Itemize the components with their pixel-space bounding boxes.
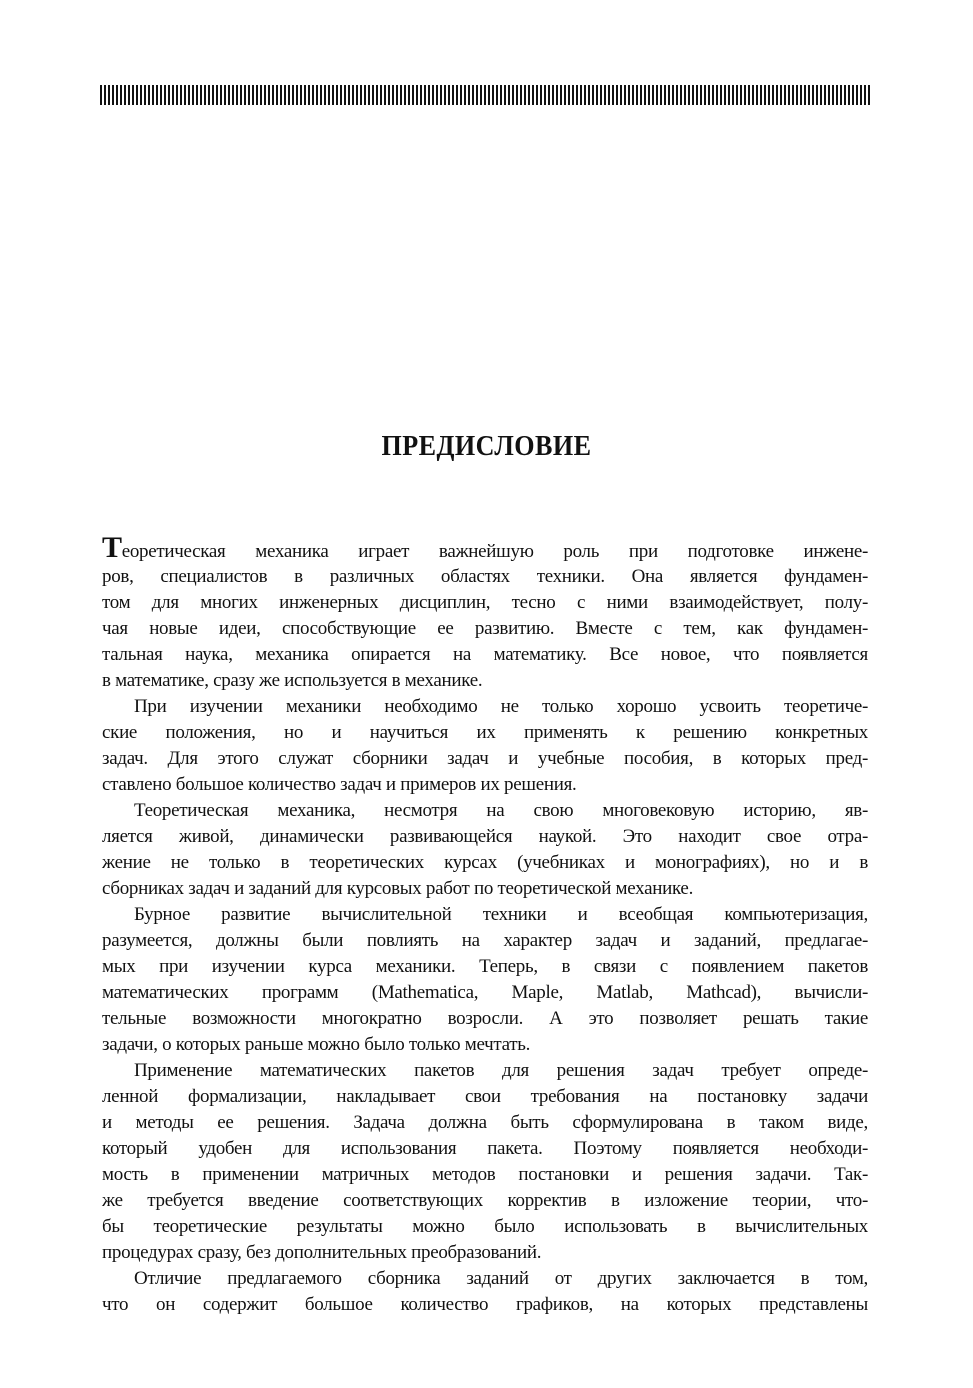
line-text: задач. Для этого служат сборники задач и учебные пособия, в которых пред- [102,748,868,769]
page-title: ПРЕДИСЛОВИЕ [381,430,592,462]
paragraph [102,694,868,798]
text-line [102,590,868,616]
drop-cap: Т [102,531,122,564]
text-line [102,1006,868,1032]
line-text: жение не только в теоретических курсах (учебниках и монографиях), но и в [102,852,868,873]
line-text: ставлено большое количество задач и примеров их решения. [102,774,577,795]
text-line [102,1292,868,1318]
line-text: ров, специалистов в различных областях техники. Она является фундамен- [102,566,868,587]
text-line [102,1110,868,1136]
text-line [102,720,868,746]
preface-body [102,531,868,1318]
text-line [102,1136,868,1162]
text-line [102,772,868,798]
text-line [102,564,868,590]
line-text: сборниках задач и заданий для курсовых работ по теоретической механике. [102,878,694,899]
paragraph [102,1058,868,1266]
text-line [102,642,868,668]
text-line [102,668,868,694]
line-text: и методы ее решения. Задача должна быть сформулирована в таком виде, [102,1112,868,1133]
text-line [102,531,868,564]
line-text: том для многих инженерных дисциплин, тесно с ними взаимодействует, полу- [102,592,868,613]
line-text: Применение математических пакетов для решения задач требует опреде- [134,1060,868,1081]
paragraph [102,1266,868,1318]
text-line [102,1058,868,1084]
line-text: тальная наука, механика опирается на математику. Все новое, что появляется [102,644,868,665]
paragraph [102,531,868,694]
text-line [102,1032,868,1058]
text-line [102,1240,868,1266]
decorative-header-rule [100,85,870,105]
text-line [102,746,868,772]
text-line [102,902,868,928]
line-text: ляется живой, динамически развивающейся наукой. Это находит свое отра- [102,826,868,847]
line-text: Теоретическая механика, несмотря на свою многовековую историю, яв- [134,800,868,821]
text-line [102,1084,868,1110]
text-line [102,928,868,954]
line-text: ские положения, но и научиться их применять к решению конкретных [102,722,868,743]
text-line [102,1214,868,1240]
line-text: процедурах сразу, без дополнительных преобразований. [102,1242,542,1263]
text-line [102,824,868,850]
text-line [102,850,868,876]
text-line [102,798,868,824]
line-text: Бурное развитие вычислительной техники и всеобщая компьютеризация, [134,904,868,925]
line-text: тельные возможности многократно возросли. А это позволяет решать такие [102,1008,868,1029]
line-text: мых при изучении курса механики. Теперь, в связи с появлением пакетов [102,956,868,977]
line-text: еоретическая механика играет важнейшую роль при подготовке инжене- [121,541,868,562]
text-line [102,616,868,642]
text-line [102,954,868,980]
text-line [102,1266,868,1292]
line-text: в математике, сразу же используется в механике. [102,670,483,691]
paragraph [102,798,868,902]
line-text: что он содержит большое количество графиков, на которых представлены [102,1294,868,1315]
line-text: задачи, о которых раньше можно было только мечтать. [102,1034,531,1055]
text-line [102,1188,868,1214]
text-line [102,980,868,1006]
line-text: бы теоретические результаты можно было использовать в вычислительных [102,1216,868,1237]
line-text: ленной формализации, накладывает свои требования на постановку задачи [102,1086,868,1107]
text-line [102,1162,868,1188]
line-text: Отличие предлагаемого сборника заданий от других заключается в том, [134,1268,868,1289]
line-text: мость в применении матричных методов постановки и решения задачи. Так- [102,1164,868,1185]
line-text: чая новые идеи, способствующие ее развитию. Вместе с тем, как фундамен- [102,618,868,639]
text-line [102,876,868,902]
line-text: разумеется, должны были повлиять на характер задач и заданий, предлагае- [102,930,868,951]
paragraph [102,902,868,1058]
line-text: При изучении механики необходимо не только хорошо усвоить теоретиче- [134,696,868,717]
line-text: который удобен для использования пакета. Поэтому появляется необходи- [102,1138,868,1159]
line-text: же требуется введение соответствующих корректив в изложение теории, что- [102,1190,868,1211]
text-line [102,694,868,720]
line-text: математических программ (Mathematica, Maple, Matlab, Mathcad), вычисли- [102,982,868,1003]
